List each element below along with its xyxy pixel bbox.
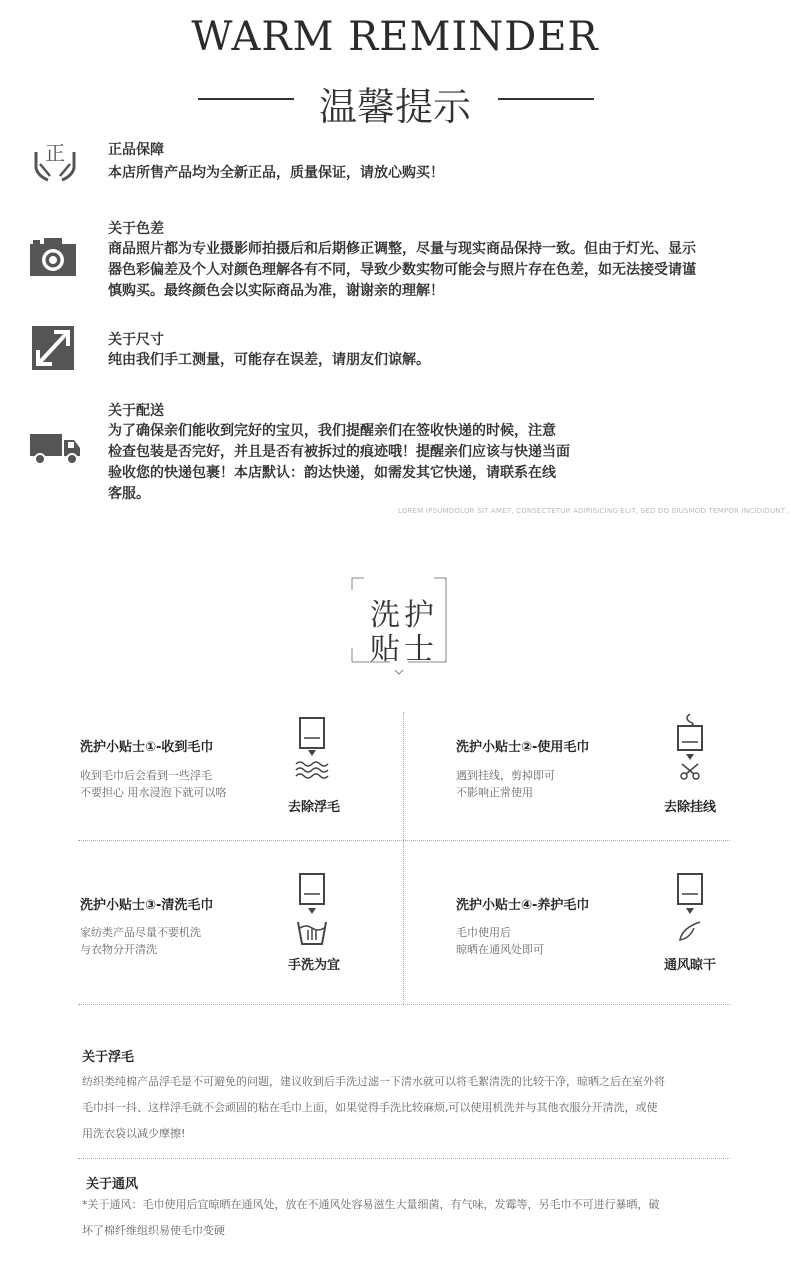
about-divider [78, 1158, 730, 1159]
lorem-caption: LOREM IPSUMDOLOR SIT AMET, CONSECTETUR ADIPISICING ELIT, SED DO EIUSMOD TEMPOR INCIDIDUNT . [398, 507, 790, 515]
section-title-delivery: 关于配送 [108, 403, 164, 419]
tip-title-1: 洗护小贴士①-收到毛巾 [80, 740, 214, 755]
tip-icon-label-1: 去除浮毛 [287, 800, 340, 815]
title-english: WARM REMINDER [191, 14, 599, 60]
section-body-color: 商品照片都为专业摄影师拍摄后和后期修正调整，尽量与现实商品保持一致。但由于灯光、显示 器色彩偏差及个人对颜色理解各有不同，导致少数实物可能会与照片存在色差，如无法接受请谨 慎购买。最终颜色会以实际商品为准，谢谢亲的理解！ [108, 241, 696, 299]
tip-title-4: 洗护小贴士④-养护毛巾 [456, 898, 590, 913]
section-title-color: 关于色差 [108, 221, 164, 237]
care-heading-line1: 洗护 [370, 598, 438, 633]
camera-icon [28, 236, 82, 284]
tip-title-3: 洗护小贴士③-清洗毛巾 [80, 898, 214, 913]
section-body-delivery: 为了确保亲们能收到完好的宝贝，我们提醒亲们在签收快递的时候，注意 检查包装是否完好，并且是否有被拆过的痕迹哦！提醒亲们应该与快递当面 验收您的快递包裹！本店默认：韵达快递，如需发其它快递，请联系在线 客服。 [108, 423, 570, 502]
grid-divider-horizontal [78, 840, 730, 841]
hand-wash-icon [294, 872, 330, 950]
section-title-genuine: 正品保障 [108, 142, 164, 158]
towel-lint-icon [294, 716, 330, 786]
care-heading-line2: 贴士 [370, 632, 438, 667]
about-title-ventilation: 关于通风 [86, 1177, 139, 1192]
tip-title-2: 洗护小贴士②-使用毛巾 [456, 740, 590, 755]
section-body-genuine: 本店所售产品均为全新正品，质量保证，请放心购买！ [108, 165, 444, 181]
towel-thread-icon [672, 712, 708, 788]
about-title-lint: 关于浮毛 [82, 1050, 135, 1065]
care-heading-box [350, 576, 448, 676]
section-title-size: 关于尺寸 [108, 332, 164, 348]
grid-divider-vertical [403, 712, 404, 1004]
tip-body-2: 遇到挂线，剪掉即可 不影响正常使用 [456, 769, 555, 799]
tip-body-1: 收到毛巾后会看到一些浮毛 不要担心 用水浸泡下就可以咯 [80, 769, 227, 799]
air-dry-icon [672, 872, 708, 950]
tip-icon-label-2: 去除挂线 [663, 800, 716, 815]
about-body-lint: 纺织类纯棉产品浮毛是不可避免的问题，建议收到后手洗过滤一下清水就可以将毛絮清洗的比较干净，晾晒之后在室外将 毛巾抖一抖、这样浮毛就不会顽固的粘在毛巾上面，如果觉得手洗比较麻烦,可以使用机洗并与其他衣服分开清洗，或使 用洗衣袋以减少摩擦! [82, 1075, 665, 1140]
tip-icon-label-3: 手洗为宜 [287, 958, 340, 973]
section-body-size: 纯由我们手工测量，可能存在误差，请朋友们谅解。 [108, 352, 430, 368]
about-body-ventilation: *关于通风：毛巾使用后宜晾晒在通风处，放在不通风处容易滋生大量细菌，有气味，发霉等，另毛巾不可进行暴晒，破 坏了棉纤维组织易使毛巾变硬 [82, 1198, 660, 1237]
tip-body-3: 家纺类产品尽量不要机洗 与衣物分开清洗 [80, 926, 201, 956]
resize-arrow-icon [28, 324, 82, 372]
grid-divider-bottom [78, 1004, 730, 1005]
tip-icon-label-4: 通风晾干 [663, 958, 716, 973]
truck-icon [28, 430, 82, 478]
tip-body-4: 毛巾使用后 晾晒在通风处即可 [456, 926, 544, 956]
genuine-hands-icon [28, 136, 82, 184]
title-chinese: 温馨提示 [318, 85, 471, 129]
divider-right [498, 98, 594, 100]
svg-text:正: 正 [45, 141, 65, 165]
